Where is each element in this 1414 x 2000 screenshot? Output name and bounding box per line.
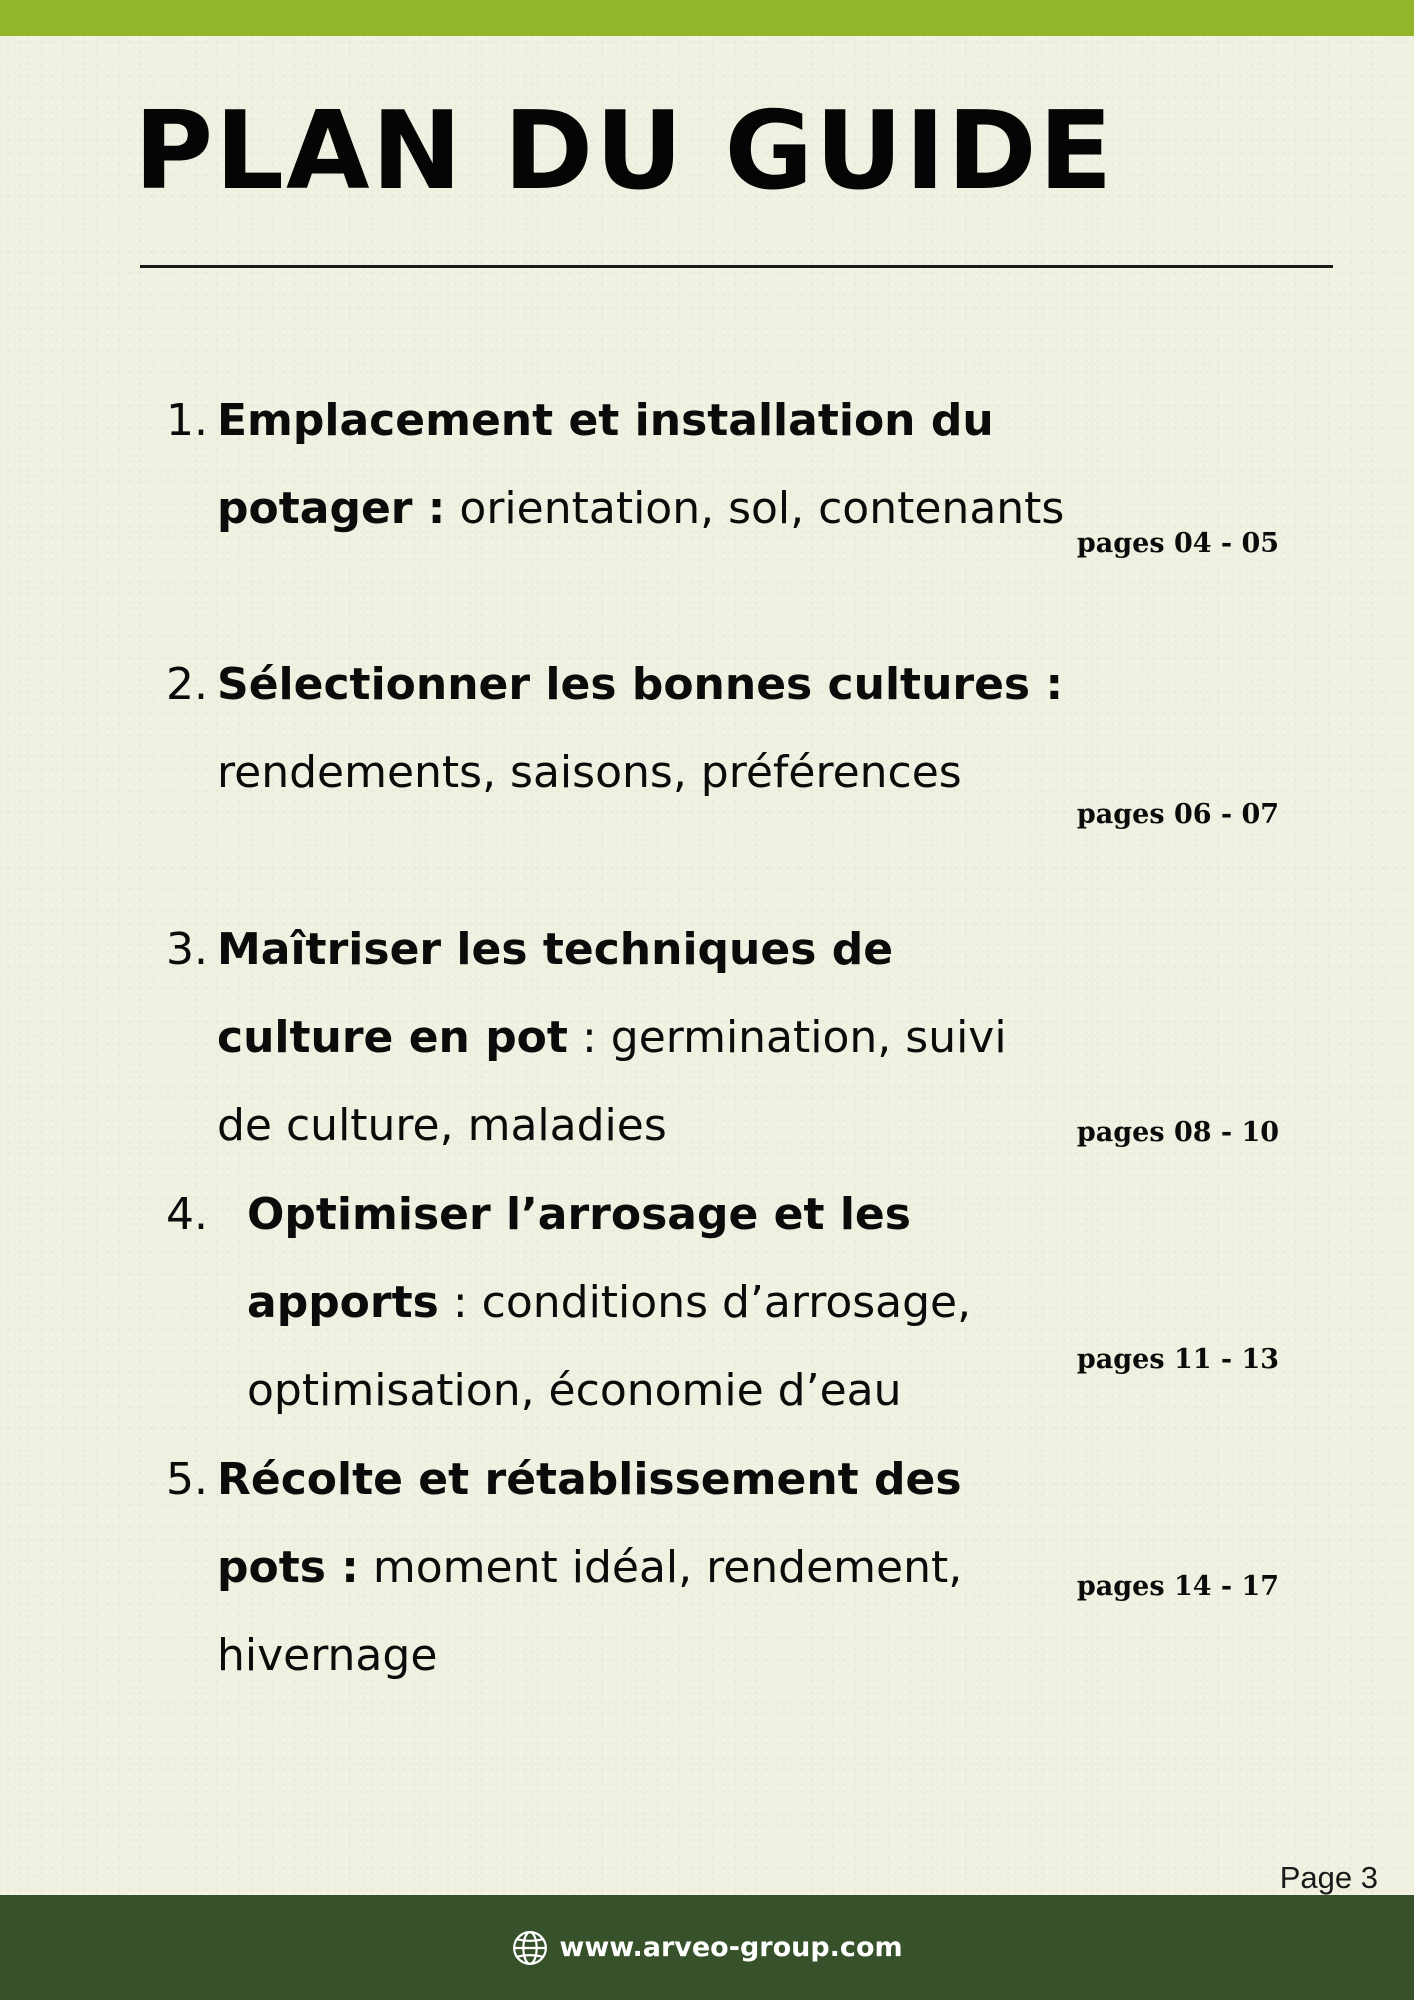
top-accent-bar: [0, 0, 1414, 36]
toc-item-number: 2.: [166, 659, 208, 710]
page-number: Page 3: [1279, 1860, 1378, 1895]
toc-item-heading: Optimiser l’arrosage et les apports: [247, 1189, 911, 1328]
toc-item-description: orientation, sol, contenants: [459, 483, 1065, 534]
website-link[interactable]: [0, 1895, 1414, 2000]
toc-item-pages: pages 04 - 05: [1076, 528, 1280, 559]
toc-item-description: : conditions d’arrosage, optimisation, économie d’eau: [247, 1277, 972, 1416]
toc-item-pages: pages 08 - 10: [1076, 1117, 1280, 1148]
toc-item-text: [217, 377, 1067, 553]
toc-item-pages: pages 14 - 17: [1076, 1571, 1280, 1602]
toc-item-description: rendements, saisons, préférences: [217, 747, 962, 798]
website-url: www.arveo-group.com: [559, 1932, 903, 1963]
title-divider: [140, 265, 1333, 268]
toc-item-text: [217, 641, 1067, 817]
toc-item-heading: Sélectionner les bonnes cultures :: [217, 659, 1064, 710]
toc-item-number: 4.: [166, 1189, 208, 1240]
globe-icon: [511, 1929, 549, 1967]
toc-item-text: [217, 1436, 1067, 1700]
toc-item-pages: pages 06 - 07: [1076, 799, 1280, 830]
page-title: PLAN DU GUIDE: [134, 89, 1115, 214]
toc-item-heading: Maîtriser les techniques de culture en pot: [217, 924, 894, 1063]
toc-item-number: 1.: [166, 395, 208, 446]
toc-item-description: moment idéal, rendement, hivernage: [217, 1542, 963, 1681]
toc-item-heading: Emplacement et installation du potager :: [217, 395, 994, 534]
toc-item-text: [247, 1171, 1067, 1435]
toc-item-description: : germination, suivi de culture, maladies: [217, 1012, 1007, 1151]
toc-item-number: 5.: [166, 1454, 208, 1505]
toc-item-heading: Récolte et rétablissement des pots :: [217, 1454, 962, 1593]
toc-item-number: 3.: [166, 924, 208, 975]
footer-bar: [0, 1895, 1414, 2000]
toc-item-pages: pages 11 - 13: [1076, 1344, 1280, 1375]
toc-item-text: [217, 906, 1067, 1170]
